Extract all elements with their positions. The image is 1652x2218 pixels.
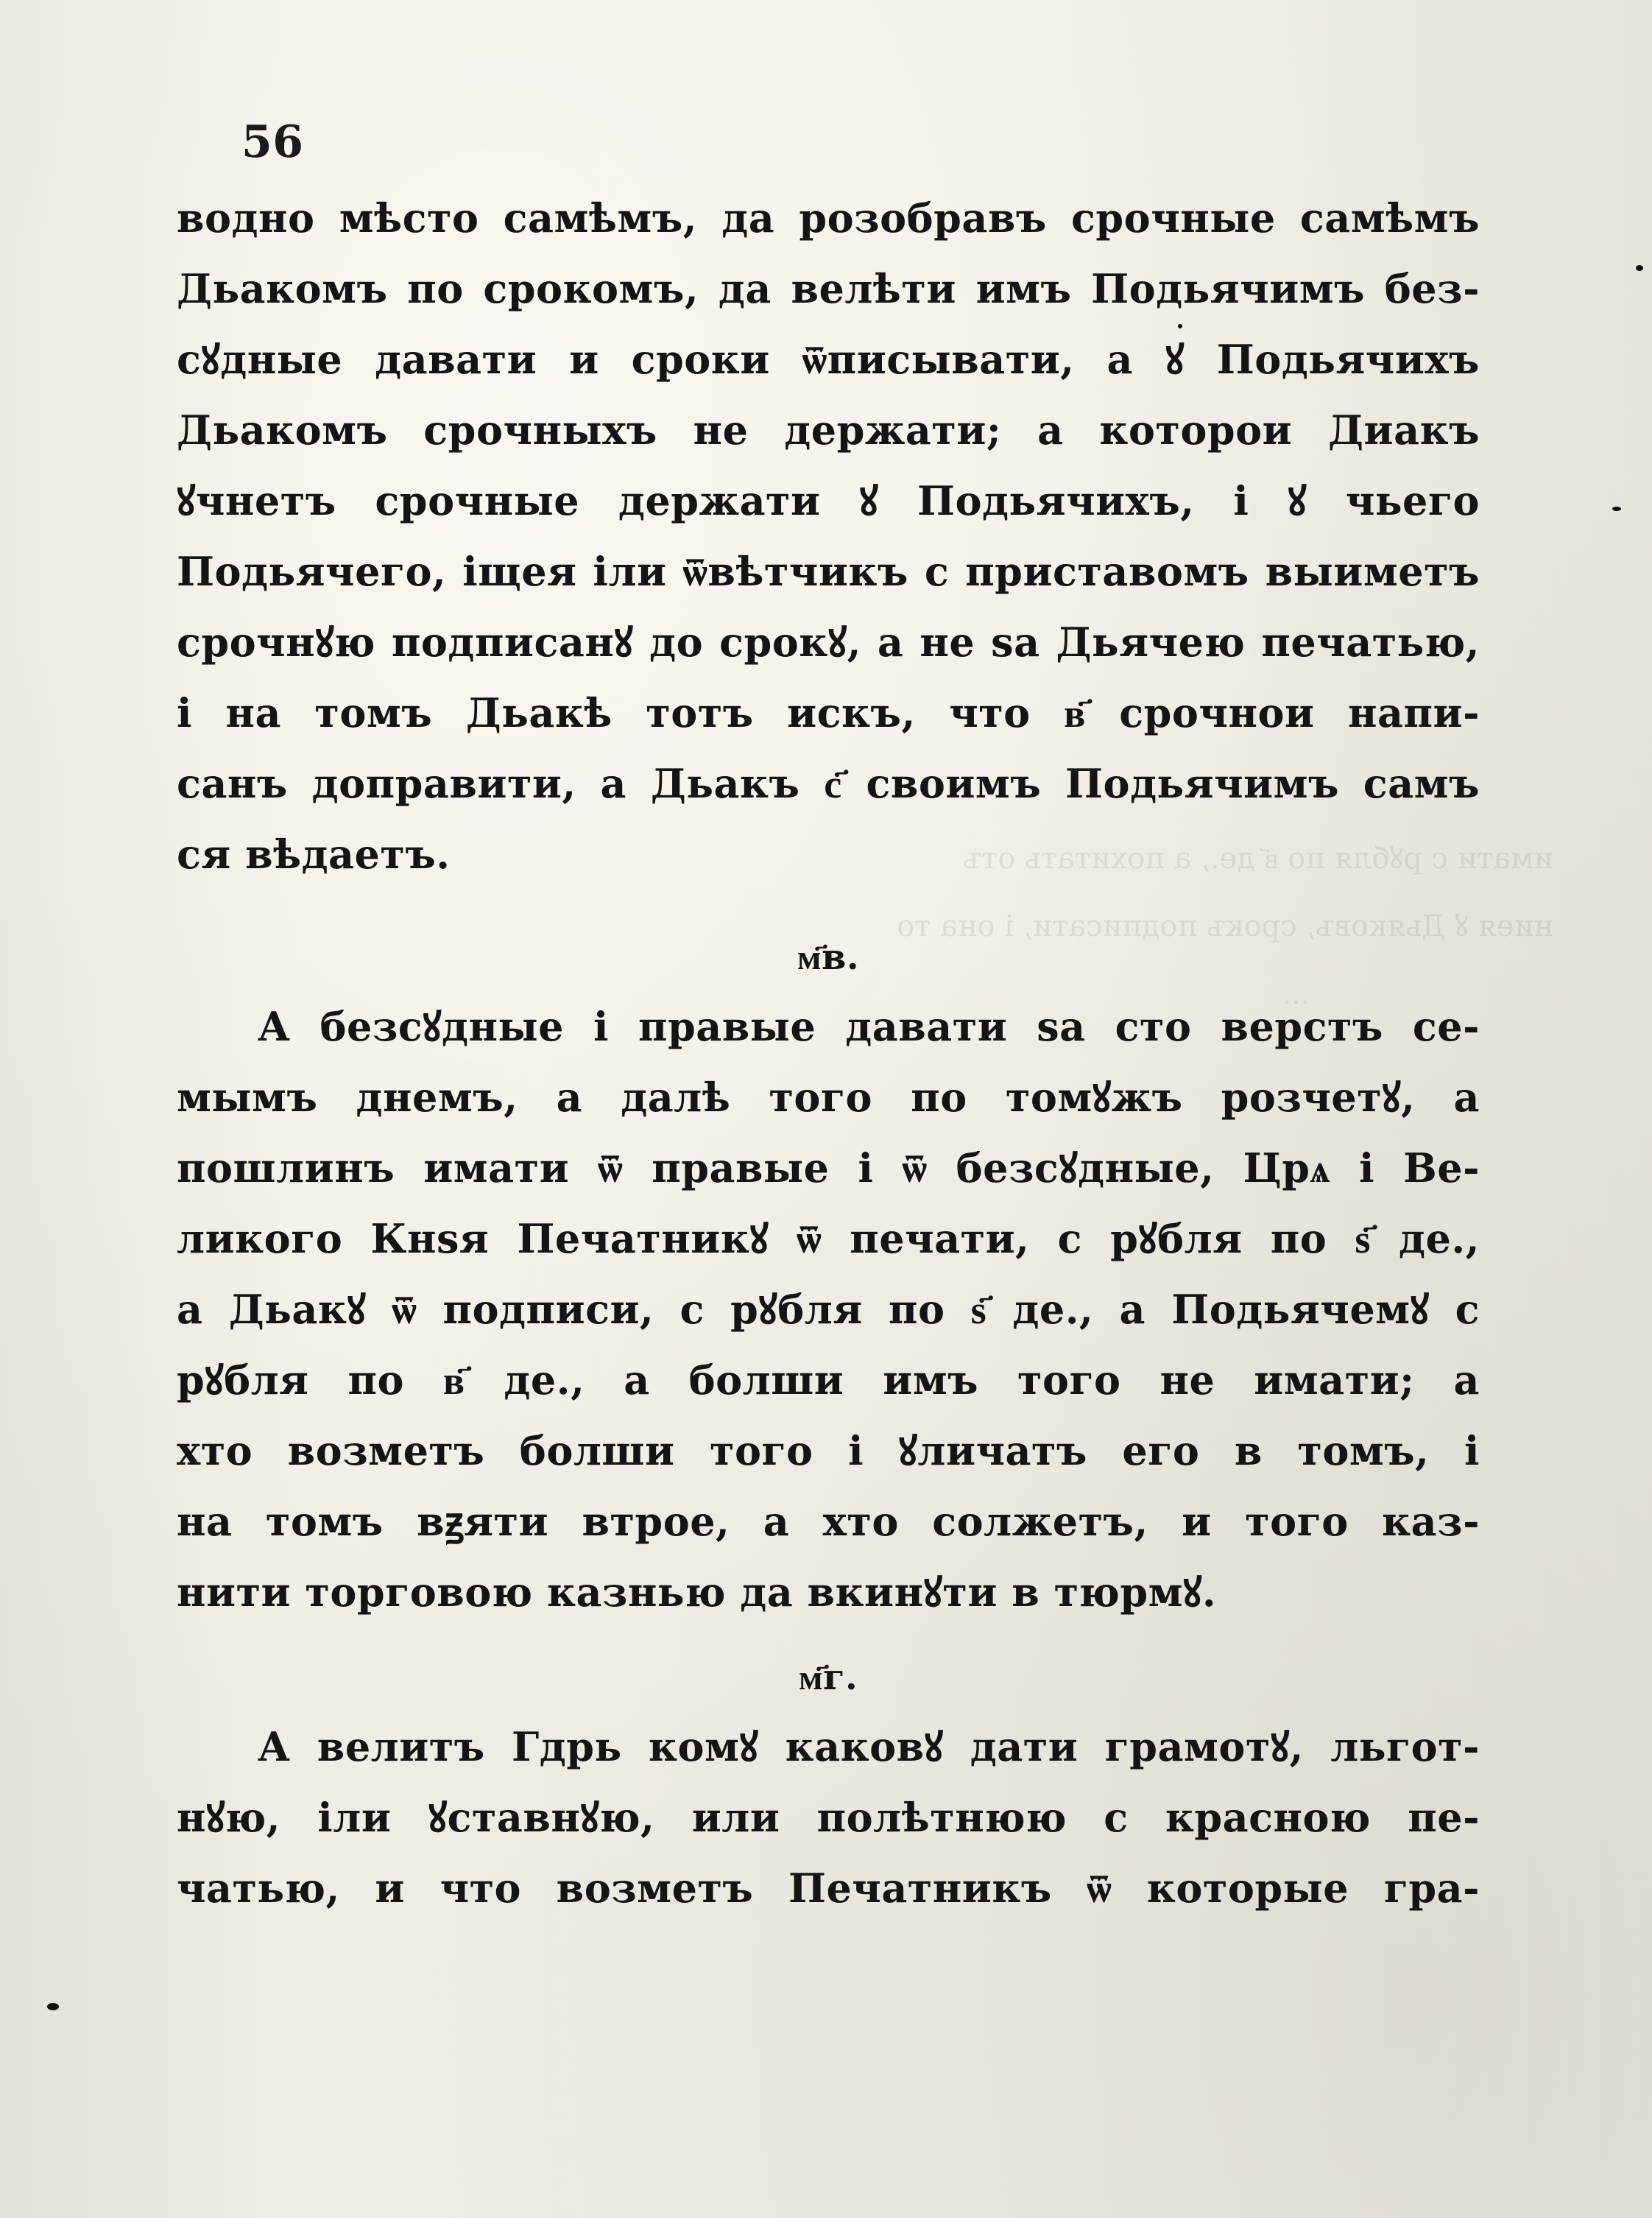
section-heading-42 <box>177 922 1480 993</box>
text-line: пошлинъ имати ѿ правые і ѿ безсꙋдные, Црѧ і Ве- <box>177 1144 1480 1191</box>
text-line: Подьячего, іщея іли ѿвѣтчикъ с приставомъ выиметъ <box>177 548 1480 595</box>
text-line: А велитъ Гдрь комꙋ каковꙋ дати грамотꙋ, льгот- <box>258 1723 1480 1770</box>
text-line: нити торговою казнью да вкинꙋти в тюрмꙋ. <box>177 1569 1217 1616</box>
text-line: ꙋчнетъ срочные держати ꙋ Подьячихъ, і ꙋ чьего <box>177 477 1480 524</box>
text-line: ся вѣдаетъ. <box>177 831 451 878</box>
text-line: санъ доправити, а Дьакъ с҃ своимъ Подьячимъ самъ <box>177 760 1480 807</box>
text-line: рꙋбля по в҃ де., а болши имъ того не имати; а <box>177 1356 1480 1404</box>
paragraph-2 <box>177 991 1480 1627</box>
ink-speck <box>1178 324 1182 328</box>
text-line: ликого Кнѕя Печатникꙋ ѿ печати, с рꙋбля по ѕ҃ де., <box>177 1215 1480 1262</box>
text-line: мымъ днемъ, а далѣ того по томꙋжъ розчетꙋ, а <box>177 1074 1480 1121</box>
verso-show-through: имати с рꙋбля по в҃ де., а похитать отъ ниея ꙋ Дьяковъ, срокъ подписати, і она то ... <box>897 842 1553 1011</box>
paragraph-1 <box>177 183 1480 890</box>
ink-speck <box>47 2003 59 2010</box>
section-heading-43 <box>177 1642 1480 1713</box>
section-number: м҃г. <box>798 1657 858 1698</box>
text-line: срочнꙋю подписанꙋ до срокꙋ, а не ѕа Дьячею печатью, <box>177 619 1480 666</box>
section-number: м҃в. <box>797 937 860 978</box>
text-line: і на томъ Дьакѣ тотъ искъ, что в҃ срочнои напи- <box>177 689 1480 736</box>
text-line: хто возметъ болши того і ꙋличатъ его в томъ, і <box>177 1427 1480 1474</box>
text-line: а Дьакꙋ ѿ подписи, с рꙋбля по ѕ҃ де., а Подьячемꙋ с <box>177 1286 1480 1333</box>
page-number: 56 <box>241 116 304 168</box>
text-line: на томъ вꙃяти втрое, а хто солжетъ, и того каз- <box>177 1498 1480 1545</box>
text-line: Дьакомъ срочныхъ не держати; а которои Диакъ <box>177 406 1480 454</box>
text-line: Дьакомъ по срокомъ, да велѣти имъ Подьячимъ без- <box>177 265 1480 312</box>
text-line: нꙋю, іли ꙋставнꙋю, или полѣтнюю с красною пе- <box>177 1794 1480 1841</box>
paragraph-3 <box>177 1711 1480 1923</box>
text-line: чатью, и что возметъ Печатникъ ѿ которые гра- <box>177 1865 1480 1912</box>
text-line: сꙋдные давати и сроки ѿписывати, а ꙋ Подьячихъ <box>177 336 1480 383</box>
ink-speck <box>1612 507 1621 511</box>
text-line: водно мѣсто самѣмъ, да розобравъ срочные самѣмъ <box>177 194 1480 242</box>
ink-speck <box>1636 265 1643 271</box>
text-line: А безсꙋдные і правые давати ѕа сто верстъ се- <box>258 1003 1480 1050</box>
